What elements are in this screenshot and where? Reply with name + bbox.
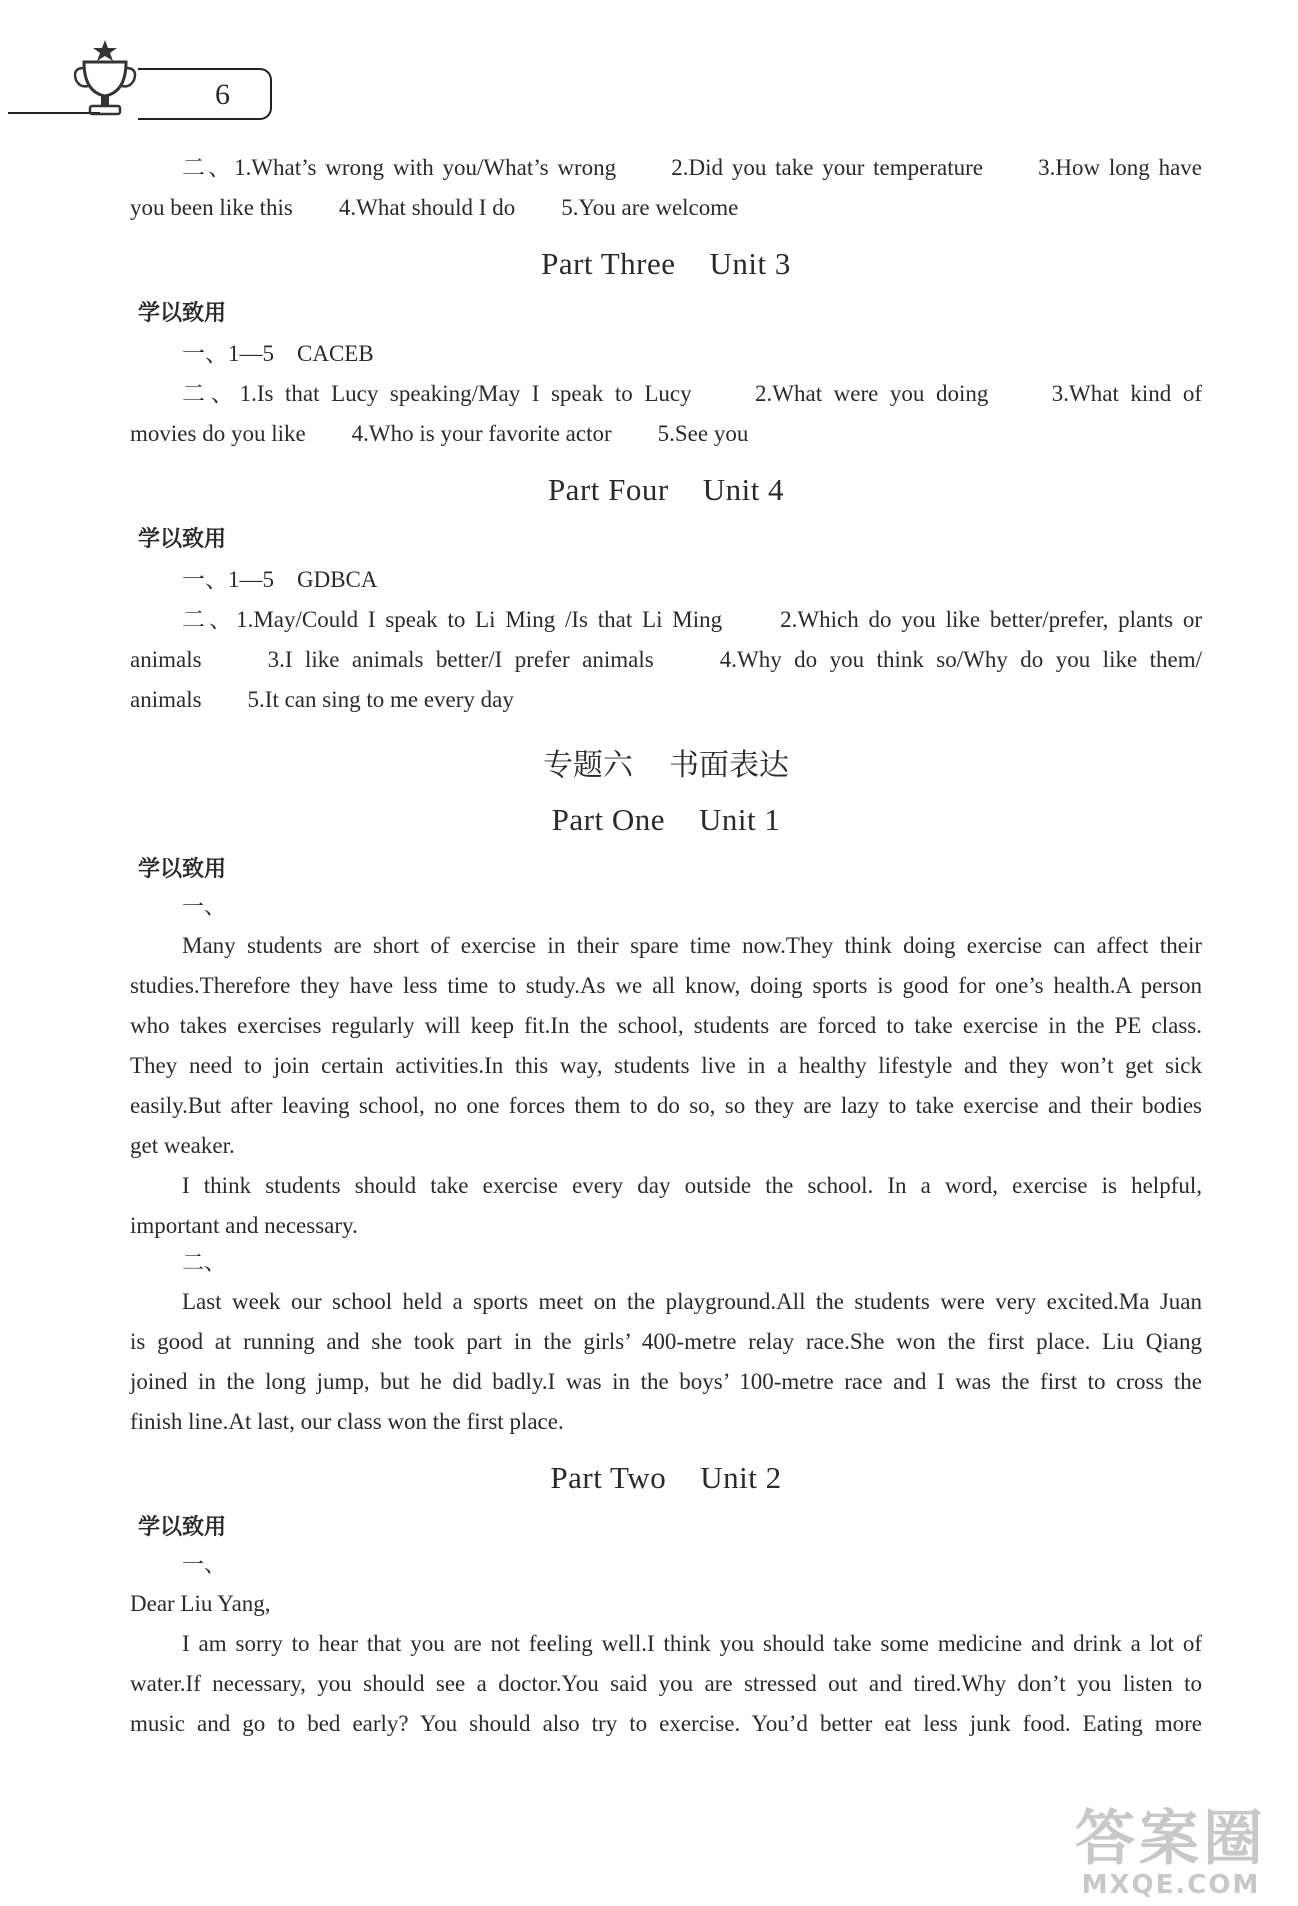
text-line: joined in the long jump, but he did badly.I was in the boys’ 100-metre race and I was the first to cross the [130, 1369, 1202, 1394]
trophy-icon [70, 38, 140, 125]
part-title: Part Two [550, 1460, 667, 1495]
section-label: 学以致用 [138, 857, 227, 882]
section-heading [130, 246, 1202, 282]
topic-heading [130, 740, 1202, 784]
watermark-logo [1056, 1804, 1286, 1900]
text-line: movies do you like 4.Who is your favorite actor 5.See you [130, 421, 749, 446]
section-label: 学以致用 [138, 527, 227, 552]
text-line: animals 5.It can sing to me every day [130, 687, 514, 712]
letter-greeting: Dear Liu Yang, [130, 1591, 271, 1616]
part-title: Part Four [547, 472, 669, 507]
text-line: 二、1.What’s wrong with you/What’s wrong 2.Did you take your temperature 3.How long have [182, 155, 1202, 180]
page-number: 6 [215, 78, 230, 111]
text-line: important and necessary. [130, 1213, 358, 1238]
section-heading [130, 802, 1202, 838]
text-line: I am sorry to hear that you are not feeling well.I think you should take some medicine and drink a lot of [182, 1631, 1202, 1656]
unit-title: Unit 1 [698, 802, 781, 837]
section-heading [130, 472, 1202, 508]
part-title: Part One [551, 802, 665, 837]
text-line: finish line.At last, our class won the first place. [130, 1409, 564, 1434]
unit-title: Unit 4 [702, 472, 785, 507]
text-line: 一、1—5 GDBCA [182, 567, 378, 592]
topic-number: 专题六 [543, 748, 633, 783]
text-line: easily.But after leaving school, no one forces them to do so, so they are lazy to take exercise and their bodies [130, 1093, 1202, 1118]
watermark-text: 答案圈 [1075, 1804, 1267, 1874]
text-line: I think students should take exercise every day outside the school. In a word, exercise is helpful, [182, 1173, 1202, 1198]
text-line: They need to join certain activities.In this way, students live in a healthy lifestyle and they won’t get sick [130, 1053, 1202, 1078]
section-label: 学以致用 [138, 301, 227, 326]
section-heading [130, 1460, 1202, 1496]
text-line: 一、1—5 CACEB [182, 341, 374, 366]
text-line: music and go to bed early? You should also try to exercise. You’d better eat less junk food. Eating more [130, 1711, 1202, 1736]
part-title: Part Three [541, 246, 676, 281]
page-number-box [138, 68, 272, 120]
unit-title: Unit 3 [709, 246, 791, 281]
answer-content [130, 148, 1202, 1744]
text-line: animals 3.I like animals better/I prefer animals 4.Why do you think so/Why do you like them/ [130, 647, 1202, 672]
topic-title: 书面表达 [669, 748, 789, 783]
text-line: is good at running and she took part in the girls’ 400-metre relay race.She won the first place. Liu Qiang [130, 1329, 1202, 1354]
text-line: 二、1.Is that Lucy speaking/May I speak to Lucy 2.What were you doing 3.What kind of [182, 381, 1202, 406]
question-marker: 二、 [182, 1251, 227, 1276]
text-line: Last week our school held a sports meet on the playground.All the students were very excited.Ma Juan [182, 1289, 1202, 1314]
text-line: get weaker. [130, 1133, 235, 1158]
text-line: water.If necessary, you should see a doctor.You said you are stressed out and tired.Why don’t you listen to [130, 1671, 1202, 1696]
watermark-url: MXQE.COM [1081, 1870, 1261, 1900]
unit-title: Unit 2 [700, 1460, 782, 1495]
section-label: 学以致用 [138, 1515, 227, 1540]
text-line: who takes exercises regularly will keep fit.In the school, students are forced to take exercise in the PE class. [130, 1013, 1202, 1038]
text-line: 二、1.May/Could I speak to Li Ming /Is that Li Ming 2.Which do you like better/prefer, plants or [182, 607, 1202, 632]
text-line: studies.Therefore they have less time to study.As we all know, doing sports is good for one’s health.A person [130, 973, 1202, 998]
question-marker: 一、 [182, 895, 227, 920]
question-marker: 一、 [182, 1553, 227, 1578]
text-line: you been like this 4.What should I do 5.You are welcome [130, 195, 739, 220]
text-line: Many students are short of exercise in their spare time now.They think doing exercise can affect their [182, 933, 1202, 958]
